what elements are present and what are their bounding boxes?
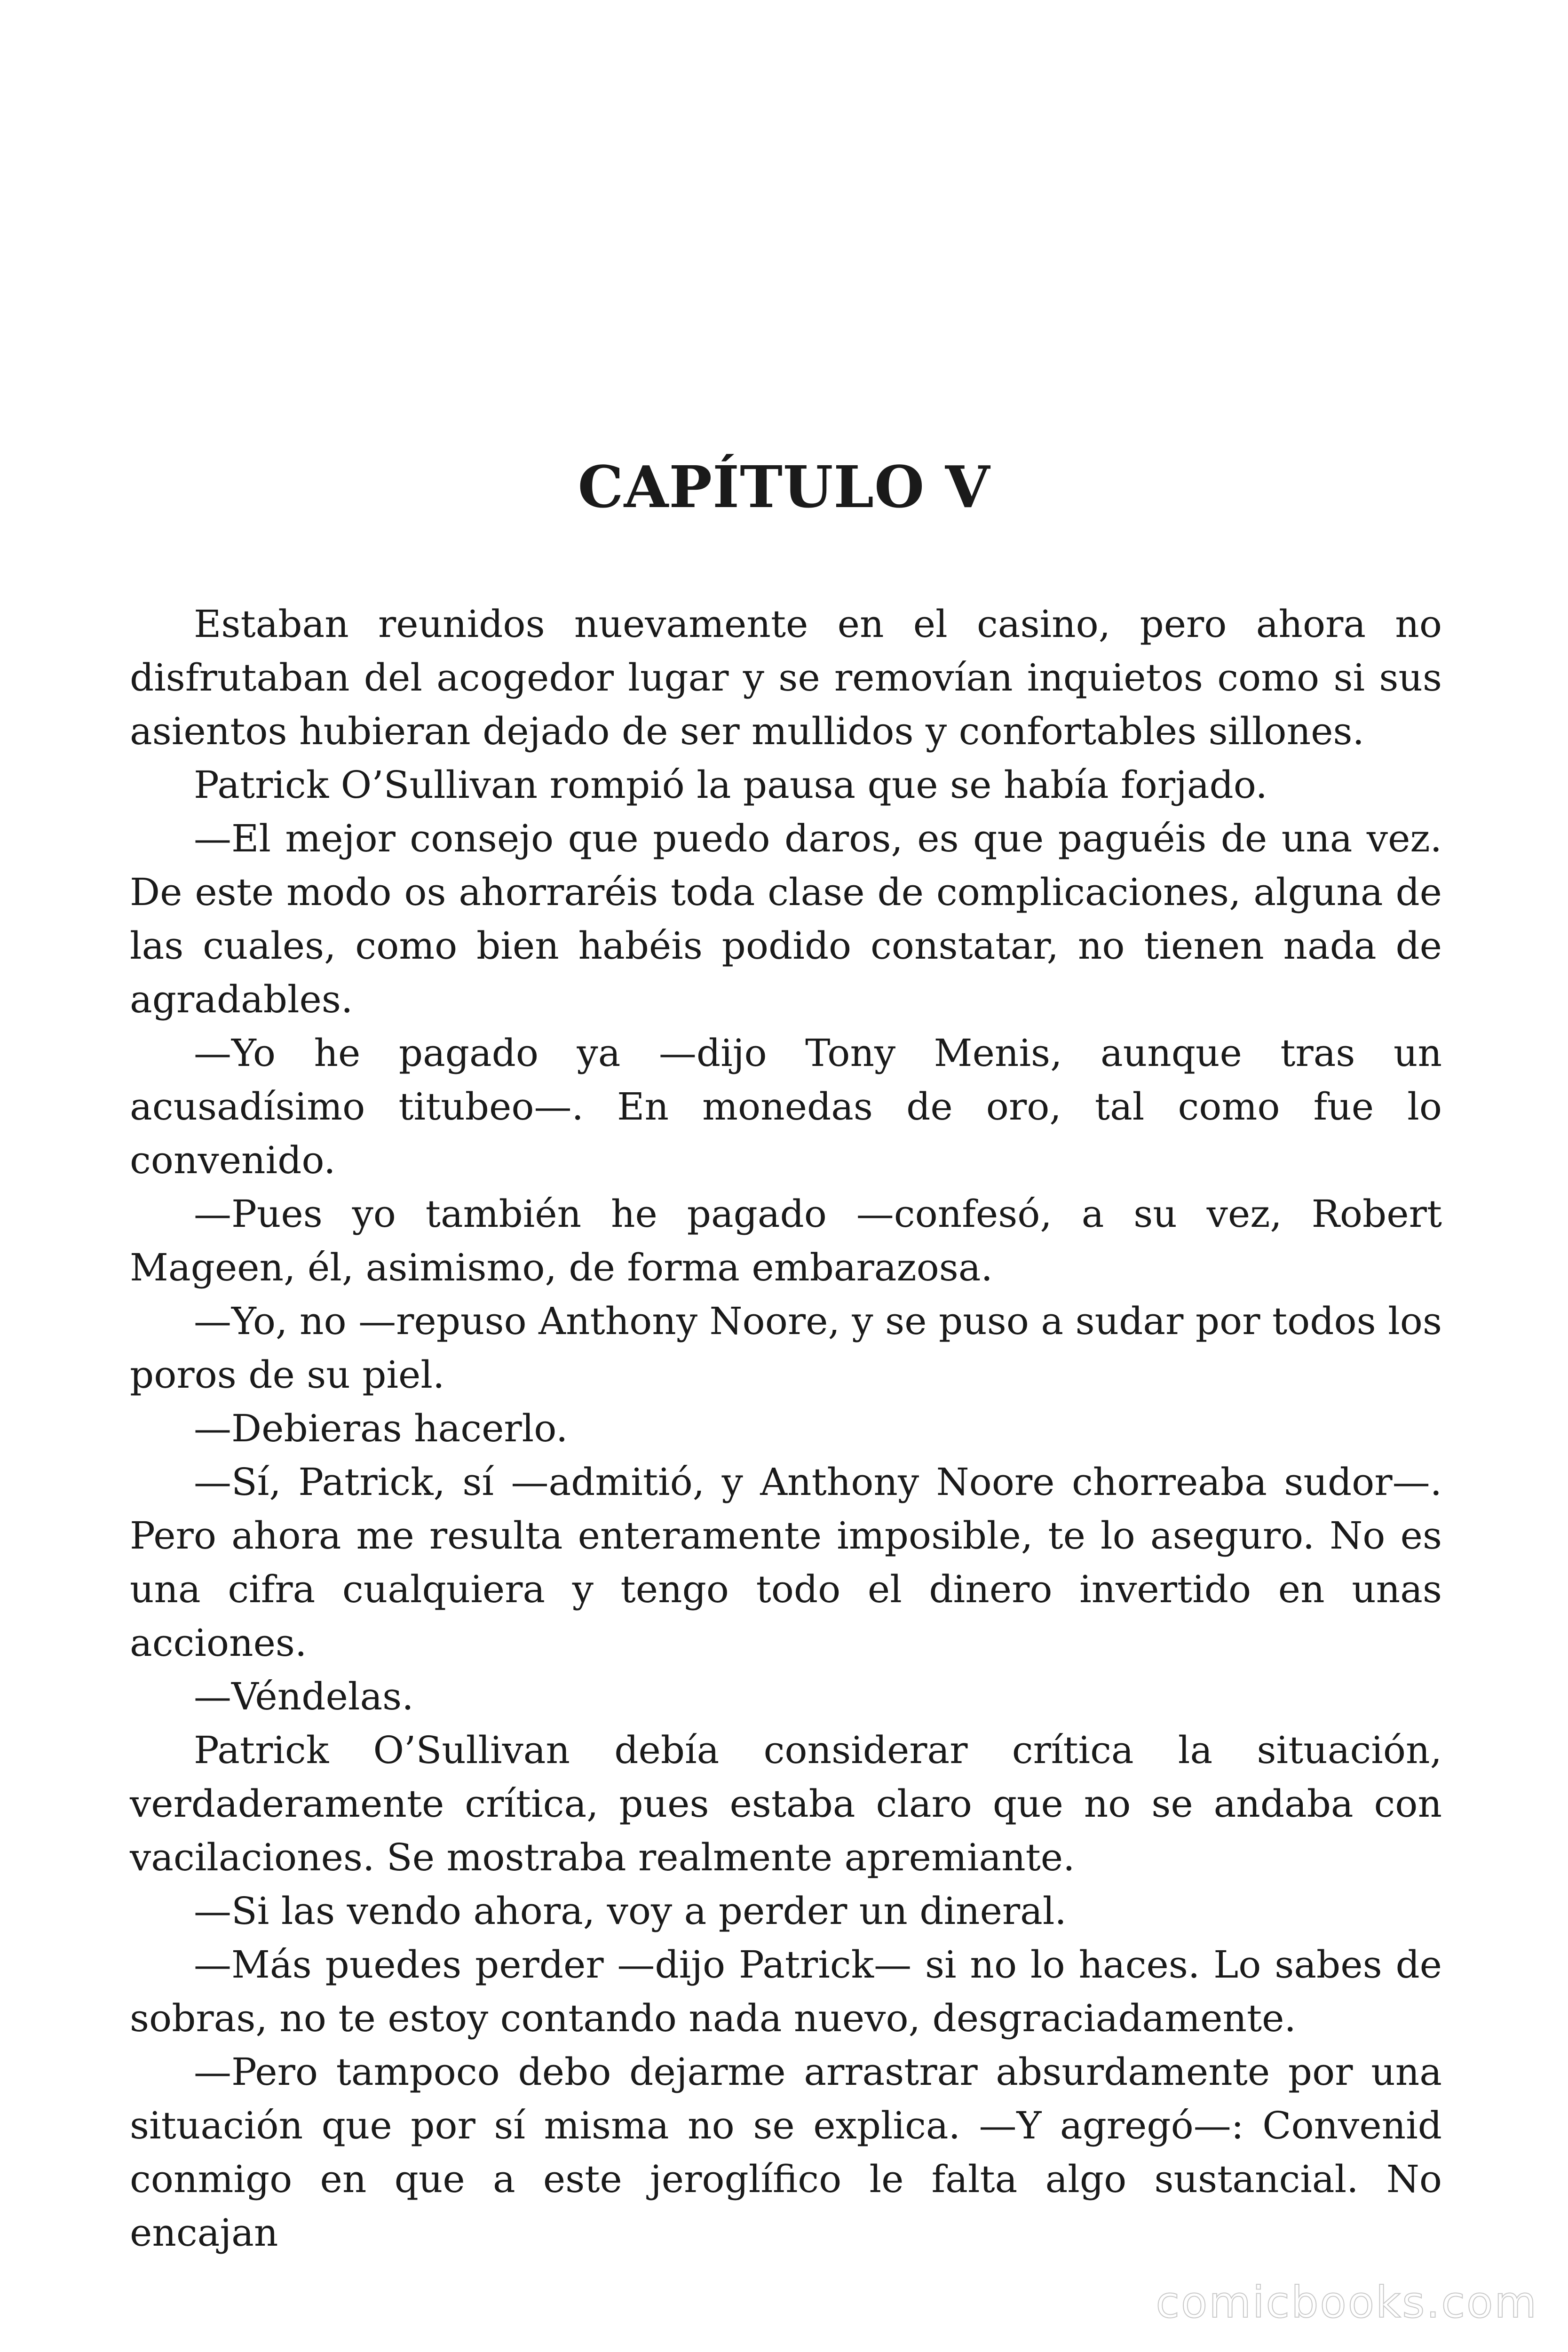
paragraph: Patrick O’Sullivan rompió la pausa que se había forjado.: [194, 763, 1267, 807]
paragraph: —Más puedes perder —dijo Patrick— si no lo haces. Lo sabes de sobras, no te estoy contando nada nuevo, desgraciadamente.: [130, 1943, 1442, 2040]
paragraph: —Pues yo también he pagado —confesó, a su vez, Robert Mageen, él, asimismo, de forma embarazosa.: [130, 1192, 1442, 1289]
paragraph: —El mejor consejo que puedo daros, es que paguéis de una vez. De este modo os ahorraréis toda clase de complicaciones, alguna de las cuales, como bien habéis podido constatar, no tienen nada de agradables.: [130, 817, 1442, 1021]
paragraph: —Pero tampoco debo dejarme arrastrar absurdamente por una situación que por sí misma no se explica. —Y agregó—: Convenid conmigo en que a este jeroglífico le falta algo sustancial. No encajan: [130, 2050, 1442, 2255]
paragraph: —Yo, no —repuso Anthony Noore, y se puso a sudar por todos los poros de su piel.: [130, 1299, 1442, 1397]
paragraph: Estaban reunidos nuevamente en el casino, pero ahora no disfrutaban del acogedor lugar y se removían inquietos como si sus asientos hubieran dejado de ser mullidos y confortables sillones.: [130, 602, 1442, 753]
chapter-title: CAPÍTULO V: [578, 453, 990, 521]
paragraph: —Si las vendo ahora, voy a perder un dineral.: [194, 1889, 1067, 1933]
paragraph: —Debieras hacerlo.: [194, 1406, 568, 1450]
watermark: comicbooks.com: [1156, 2277, 1538, 2328]
paragraph: Patrick O’Sullivan debía considerar crítica la situación, verdaderamente crítica, pues estaba claro que no se andaba con vacilaciones. Se mostraba realmente apremiante.: [130, 1728, 1442, 1879]
chapter-body: [130, 597, 1442, 2260]
paragraph: —Véndelas.: [194, 1675, 414, 1718]
paragraph: —Yo he pagado ya —dijo Tony Menis, aunque tras un acusadísimo titubeo—. En monedas de oro, tal como fue lo convenido.: [130, 1031, 1442, 1182]
paragraph: —Sí, Patrick, sí —admitió, y Anthony Noore chorreaba sudor—. Pero ahora me resulta enteramente imposible, te lo aseguro. No es una cifra cualquiera y tengo todo el dinero invertido en unas acciones.: [130, 1460, 1442, 1665]
